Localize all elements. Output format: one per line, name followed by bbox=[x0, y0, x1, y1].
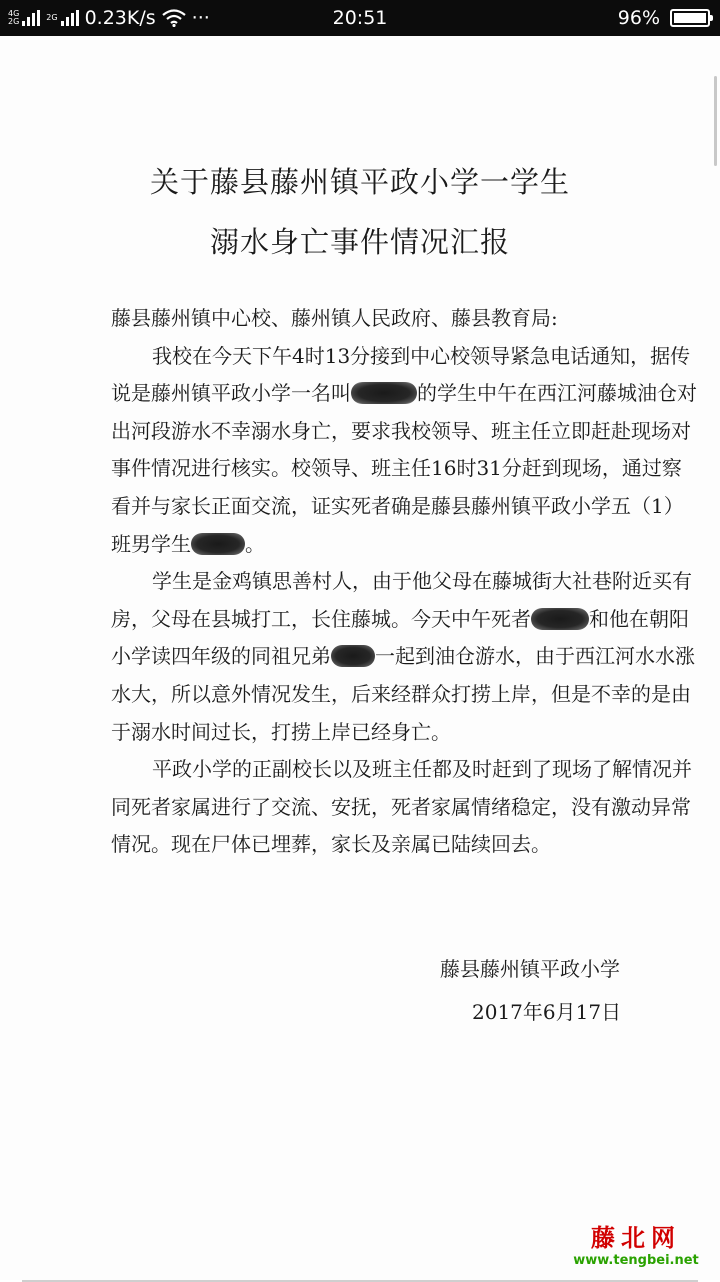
battery-percent: 96% bbox=[617, 7, 660, 29]
document-title-line2: 溺水身亡事件情况汇报 bbox=[209, 225, 510, 259]
network-type-sim2-label: 2G bbox=[46, 13, 58, 22]
scrollbar[interactable] bbox=[714, 76, 717, 166]
status-bar bbox=[0, 0, 720, 36]
signature-date: 2017年6月17日 bbox=[472, 1000, 622, 1024]
document-page[interactable] bbox=[0, 36, 720, 1280]
paragraph-1-part-a: 我校在今天下午4时13分接到中心校领导紧急电话通知，据传说是藤州镇平政小学一名叫 bbox=[111, 343, 691, 406]
watermark-url: www.tengbei.net bbox=[573, 1253, 699, 1268]
network-speed: 0.23K/s bbox=[84, 7, 156, 29]
paragraph-1-part-b: 的学生中午在西江河藤城油仓对出河段游水不幸溺水身亡，要求我校领导、班主任立即赶赴现场对事件情况进行核实。校领导、班主任16时31分赶到现场，通过察看并与家长正面交流，证实死者确是藤县藤州镇平政小学五（1）班男学生 bbox=[111, 381, 697, 556]
paragraph-1 bbox=[111, 338, 701, 564]
watermark-logo bbox=[566, 1218, 706, 1268]
status-time: 20:51 bbox=[332, 7, 388, 29]
paragraph-3: 平政小学的正副校长以及班主任都及时赶到了现场了解情况并同死者家属进行了交流、安抚，死者家属情绪稳定，没有激动异常情况。现在尸体已埋葬，家长及亲属已陆续回去。 bbox=[111, 757, 692, 857]
paragraph-2 bbox=[111, 563, 701, 751]
network-type-bottom: 2G bbox=[8, 17, 20, 26]
watermark-title: 藤北网 bbox=[591, 1223, 681, 1252]
battery-icon bbox=[670, 9, 710, 27]
document-body bbox=[111, 300, 701, 864]
paragraph-2-part-b: 和他在朝阳小学读四年级的同祖兄弟 bbox=[111, 606, 689, 669]
network-type-top: 4G bbox=[8, 9, 20, 18]
status-right bbox=[618, 0, 710, 36]
addressee: 藤县藤州镇中心校、藤州镇人民政府、藤县教育局: bbox=[111, 306, 558, 330]
signature-organization: 藤县藤州镇平政小学 bbox=[440, 957, 620, 981]
redaction-mark bbox=[351, 382, 417, 404]
redaction-mark bbox=[191, 533, 245, 555]
paragraph-1-part-c: 。 bbox=[245, 531, 265, 556]
redaction-mark bbox=[531, 608, 589, 630]
paragraph-2-part-a: 学生是金鸡镇思善村人，由于他父母在藤城街大社巷附近买有房，父母在县城打工，长住藤城。今天中午死者 bbox=[111, 569, 692, 631]
more-notifications-icon: ··· bbox=[191, 7, 210, 29]
document-title-line1: 关于藤县藤州镇平政小学一学生 bbox=[149, 165, 570, 199]
paragraph-2-part-c: 一起到油仓游水，由于西江河水水涨水大，所以意外情况发生，后来经群众打捞上岸，但是不幸的是由于溺水时间过长，打捞上岸已经身亡。 bbox=[111, 644, 695, 744]
redaction-mark bbox=[331, 645, 375, 667]
battery-fill bbox=[674, 13, 706, 23]
